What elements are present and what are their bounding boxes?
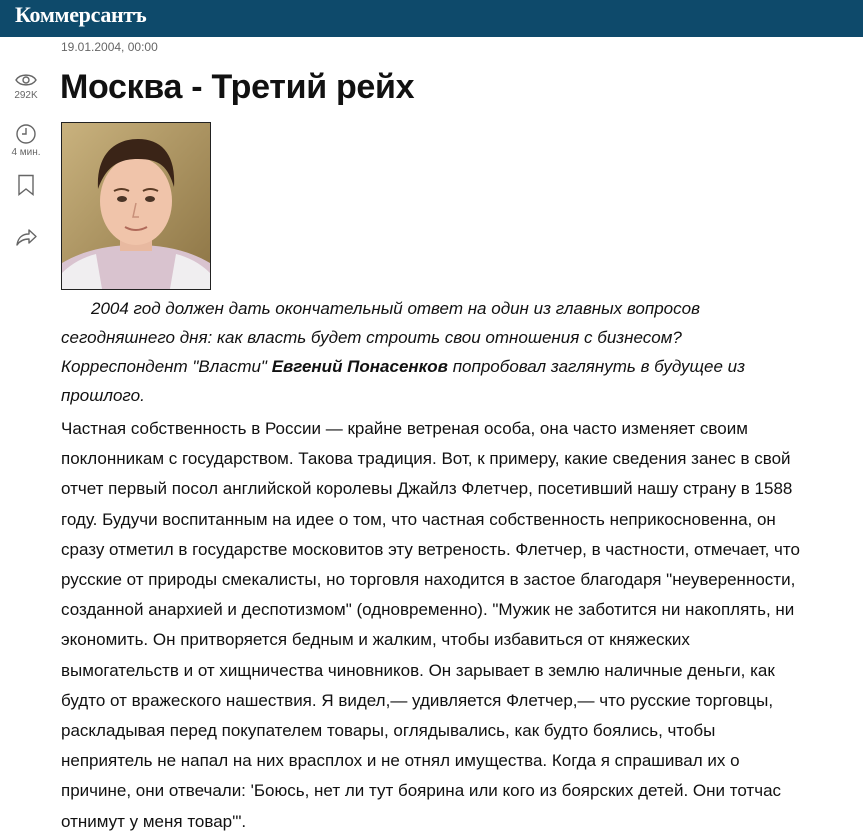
lead-text-start: 2004 год должен дать окончательный ответ на один из главных вопросов сегодняшнего дня: как власть будет строить свои отношения с бизнесом? Корреспондент "Власти" xyxy=(61,299,700,376)
share-icon[interactable] xyxy=(15,227,37,247)
read-time-label: 4 мин. xyxy=(11,147,41,158)
page-title: Москва - Третий рейх xyxy=(60,68,415,106)
bookmark-icon[interactable] xyxy=(16,174,36,196)
lead-text-end: попробовал заглянуть в будущее из прошлого. xyxy=(61,357,746,405)
clock-icon xyxy=(15,123,37,145)
author-portrait xyxy=(62,123,210,289)
read-time xyxy=(0,123,52,158)
views-counter xyxy=(0,72,52,101)
share-button[interactable] xyxy=(0,227,52,247)
bookmark-button[interactable] xyxy=(0,174,52,196)
site-logo[interactable]: Коммерсантъ xyxy=(15,2,147,27)
article-body: Частная собственность в России — крайне ветреная особа, она часто изменяет своим поклонникам с государством. Такова традиция. Вот, к примеру, какие сведения занес в свой отчет первый посол английской королевы Джайлз Флетчер, посетивший нашу страну в 1588 году. Будучи воспитанным на идее о том, что частная собственность неприкосновенна, он сразу отметил в государстве московитов эту ветреность. Флетчер, в частности, отмечает, что русские от природы смекалисты, но торговля находится в застое благодаря "неуверенности, созданной анархией и деспотизмом" (одновременно). "Мужик не заботится ни накоплять, ни экономить. Он притворяется бедным и жалким, чтобы избавиться от княжеских вымогательств и от хищничества чиновников. Он зарывает в землю наличные деньги, как будто от вражеского нашествия. Я видел,— удивляется Флетчер,— что русские торговцы, раскладывая перед покупателем товары, оглядывались, как будто боялись, чтобы неприятель не напал на них врасплох и не отнял имущества. Когда я спрашивал их о причине, они отвечали: 'Боюсь, нет ли тут боярина или кого из боярских детей. Они тотчас отнимут у меня товар'". xyxy=(61,419,800,831)
eye-icon xyxy=(15,72,37,88)
article-date: 19.01.2004, 00:00 xyxy=(61,40,158,54)
top-bar xyxy=(0,0,863,37)
author-name[interactable]: Евгений Понасенков xyxy=(271,357,448,376)
views-count: 292K xyxy=(14,90,38,101)
author-photo xyxy=(61,122,211,290)
article-lead xyxy=(61,294,801,410)
